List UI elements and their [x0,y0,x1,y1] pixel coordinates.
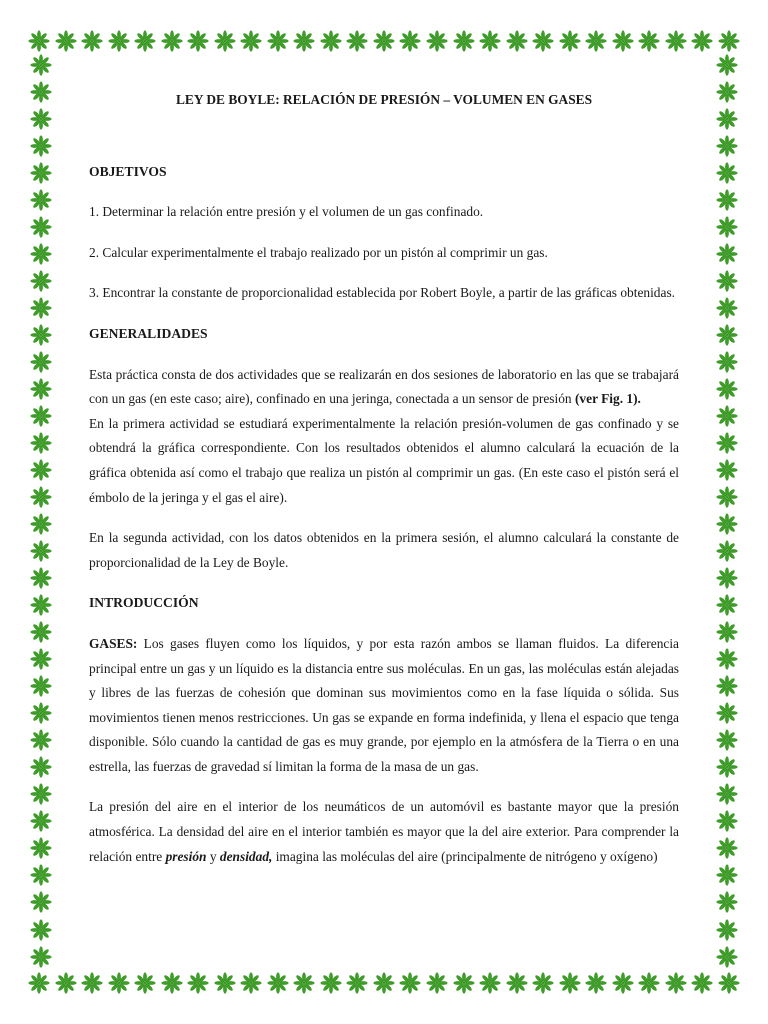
asterisk-flower-icon [293,30,315,52]
term-presion: presión [165,848,207,864]
introduccion-paragraph-2 [89,795,679,869]
asterisk-flower-icon [30,54,52,76]
asterisk-flower-icon [161,972,183,994]
asterisk-flower-icon [716,243,738,265]
asterisk-flower-icon [506,30,528,52]
paragraph-text: Esta práctica consta de dos actividades que se realizarán en dos sesiones de laboratorio en las que se trabajará con un gas (en este caso; aire), confinado en una jeringa, conectada a un sensor de presión [89,366,679,407]
asterisk-flower-icon [28,972,50,994]
asterisk-flower-icon [716,946,738,968]
asterisk-flower-icon [30,919,52,941]
asterisk-flower-icon [30,621,52,643]
asterisk-flower-icon [716,108,738,130]
ornamental-border-right [714,54,740,968]
asterisk-flower-icon [716,297,738,319]
asterisk-flower-icon [187,972,209,994]
asterisk-flower-icon [30,108,52,130]
asterisk-flower-icon [267,972,289,994]
asterisk-flower-icon [559,972,581,994]
asterisk-flower-icon [612,30,634,52]
asterisk-flower-icon [718,972,740,994]
asterisk-flower-icon [30,216,52,238]
asterisk-flower-icon [399,30,421,52]
asterisk-flower-icon [479,972,501,994]
asterisk-flower-icon [716,729,738,751]
asterisk-flower-icon [716,189,738,211]
asterisk-flower-icon [30,324,52,346]
asterisk-flower-icon [30,81,52,103]
asterisk-flower-icon [293,972,315,994]
asterisk-flower-icon [30,540,52,562]
objective-item: 3. Encontrar la constante de proporcionalidad establecida por Robert Boyle, a partir de las gráficas obtenidas. [89,285,675,301]
figure-reference: (ver Fig. 1). [574,391,641,407]
asterisk-flower-icon [320,30,342,52]
asterisk-flower-icon [30,513,52,535]
asterisk-flower-icon [373,30,395,52]
asterisk-flower-icon [30,946,52,968]
asterisk-flower-icon [716,702,738,724]
asterisk-flower-icon [214,30,236,52]
asterisk-flower-icon [559,30,581,52]
ornamental-border-bottom [28,970,740,996]
section-heading-introduccion: INTRODUCCIÓN [89,595,199,611]
document-title: LEY DE BOYLE: RELACIÓN DE PRESIÓN – VOLUMEN EN GASES [175,92,593,107]
asterisk-flower-icon [716,513,738,535]
asterisk-flower-icon [585,30,607,52]
asterisk-flower-icon [30,432,52,454]
asterisk-flower-icon [30,675,52,697]
asterisk-flower-icon [81,30,103,52]
asterisk-flower-icon [134,972,156,994]
section-heading-objetivos: OBJETIVOS [89,163,167,179]
asterisk-flower-icon [30,459,52,481]
asterisk-flower-icon [716,216,738,238]
asterisk-flower-icon [108,972,130,994]
asterisk-flower-icon [691,30,713,52]
asterisk-flower-icon [716,675,738,697]
asterisk-flower-icon [716,919,738,941]
asterisk-flower-icon [506,972,528,994]
objective-item: 2. Calcular experimentalmente el trabajo realizado por un pistón al comprimir un gas. [89,244,548,260]
generalidades-paragraph-2: En la primera actividad se estudiará experimentalmente la relación presión-volumen de gas confinado y se obtendrá la gráfica correspondiente. Con los resultados obtenidos el alumno calculará la ecuación de la gráfica obtenida así como el trabajo que realiza un pistón al comprimir un gas. (En este caso el pistón será el émbolo de la jeringa y el gas el aire). [89,415,679,505]
asterisk-flower-icon [718,30,740,52]
asterisk-flower-icon [532,30,554,52]
asterisk-flower-icon [716,648,738,670]
asterisk-flower-icon [30,567,52,589]
asterisk-flower-icon [187,30,209,52]
asterisk-flower-icon [716,81,738,103]
asterisk-flower-icon [716,594,738,616]
asterisk-flower-icon [716,783,738,805]
asterisk-flower-icon [320,972,342,994]
asterisk-flower-icon [716,324,738,346]
asterisk-flower-icon [30,486,52,508]
asterisk-flower-icon [691,972,713,994]
section-heading-generalidades: GENERALIDADES [89,325,208,341]
paragraph-text: Los gases fluyen como los líquidos, y por esta razón ambos se llaman fluidos. La diferencia principal entre un gas y un líquido es la distancia entre sus moléculas. En un gas, las moléculas están alejadas y libres de las fuerzas de cohesión que dominan sus movimientos como en la fase líquida o sólida. Sus movimientos tienen menos restricciones. Un gas se expande en forma indefinida, y llena el espacio que tenga disponible. Sólo cuando la cantidad de gas es muy grande, por ejemplo en la atmósfera de la Tierra o en una estrella, las fuerzas de gravedad sí limitan la forma de la masa de un gas. [89,635,679,774]
ornamental-border-left [28,54,54,968]
asterisk-flower-icon [716,540,738,562]
asterisk-flower-icon [30,189,52,211]
asterisk-flower-icon [716,405,738,427]
asterisk-flower-icon [30,351,52,373]
asterisk-flower-icon [30,270,52,292]
asterisk-flower-icon [81,972,103,994]
asterisk-flower-icon [30,729,52,751]
gases-label: GASES: [89,635,138,651]
asterisk-flower-icon [479,30,501,52]
asterisk-flower-icon [532,972,554,994]
asterisk-flower-icon [373,972,395,994]
generalidades-paragraph-3: En la segunda actividad, con los datos obtenidos en la primera sesión, el alumno calculará la constante de proporcionalidad de la Ley de Boyle. [89,530,679,570]
asterisk-flower-icon [716,54,738,76]
asterisk-flower-icon [638,972,660,994]
asterisk-flower-icon [30,648,52,670]
asterisk-flower-icon [134,30,156,52]
asterisk-flower-icon [30,837,52,859]
asterisk-flower-icon [30,243,52,265]
asterisk-flower-icon [55,30,77,52]
objective-item: 1. Determinar la relación entre presión y el volumen de un gas confinado. [89,204,484,220]
asterisk-flower-icon [28,30,50,52]
asterisk-flower-icon [346,30,368,52]
asterisk-flower-icon [30,405,52,427]
asterisk-flower-icon [30,810,52,832]
asterisk-flower-icon [30,135,52,157]
asterisk-flower-icon [716,864,738,886]
asterisk-flower-icon [55,972,77,994]
asterisk-flower-icon [426,30,448,52]
asterisk-flower-icon [453,30,475,52]
paragraph-text: La presión del aire en el interior de los neumáticos de un automóvil es bastante mayor que la presión atmosférica. La densidad del aire en el interior también es mayor que la del aire exterior. Para comprender la relación entre [89,799,679,864]
document-body [89,88,679,885]
asterisk-flower-icon [716,756,738,778]
asterisk-flower-icon [30,783,52,805]
asterisk-flower-icon [716,432,738,454]
asterisk-flower-icon [30,297,52,319]
asterisk-flower-icon [716,486,738,508]
asterisk-flower-icon [716,891,738,913]
asterisk-flower-icon [716,567,738,589]
asterisk-flower-icon [716,378,738,400]
asterisk-flower-icon [30,864,52,886]
asterisk-flower-icon [716,351,738,373]
asterisk-flower-icon [585,972,607,994]
asterisk-flower-icon [30,378,52,400]
asterisk-flower-icon [612,972,634,994]
term-densidad: densidad, [219,848,273,864]
asterisk-flower-icon [30,756,52,778]
asterisk-flower-icon [30,891,52,913]
asterisk-flower-icon [453,972,475,994]
asterisk-flower-icon [30,162,52,184]
asterisk-flower-icon [716,810,738,832]
asterisk-flower-icon [716,459,738,481]
asterisk-flower-icon [214,972,236,994]
asterisk-flower-icon [30,594,52,616]
asterisk-flower-icon [716,621,738,643]
paragraph-text: imagina las moléculas del aire (principalmente de nitrógeno y oxígeno) [272,848,658,864]
asterisk-flower-icon [426,972,448,994]
asterisk-flower-icon [716,837,738,859]
asterisk-flower-icon [108,30,130,52]
asterisk-flower-icon [665,972,687,994]
asterisk-flower-icon [716,135,738,157]
paragraph-text: y [206,848,220,864]
asterisk-flower-icon [665,30,687,52]
asterisk-flower-icon [716,162,738,184]
introduccion-paragraph-1 [89,632,679,780]
generalidades-paragraph-1 [89,363,679,412]
asterisk-flower-icon [399,972,421,994]
asterisk-flower-icon [346,972,368,994]
asterisk-flower-icon [240,30,262,52]
asterisk-flower-icon [267,30,289,52]
asterisk-flower-icon [240,972,262,994]
asterisk-flower-icon [716,270,738,292]
ornamental-border-top [28,28,740,54]
asterisk-flower-icon [30,702,52,724]
asterisk-flower-icon [161,30,183,52]
asterisk-flower-icon [638,30,660,52]
